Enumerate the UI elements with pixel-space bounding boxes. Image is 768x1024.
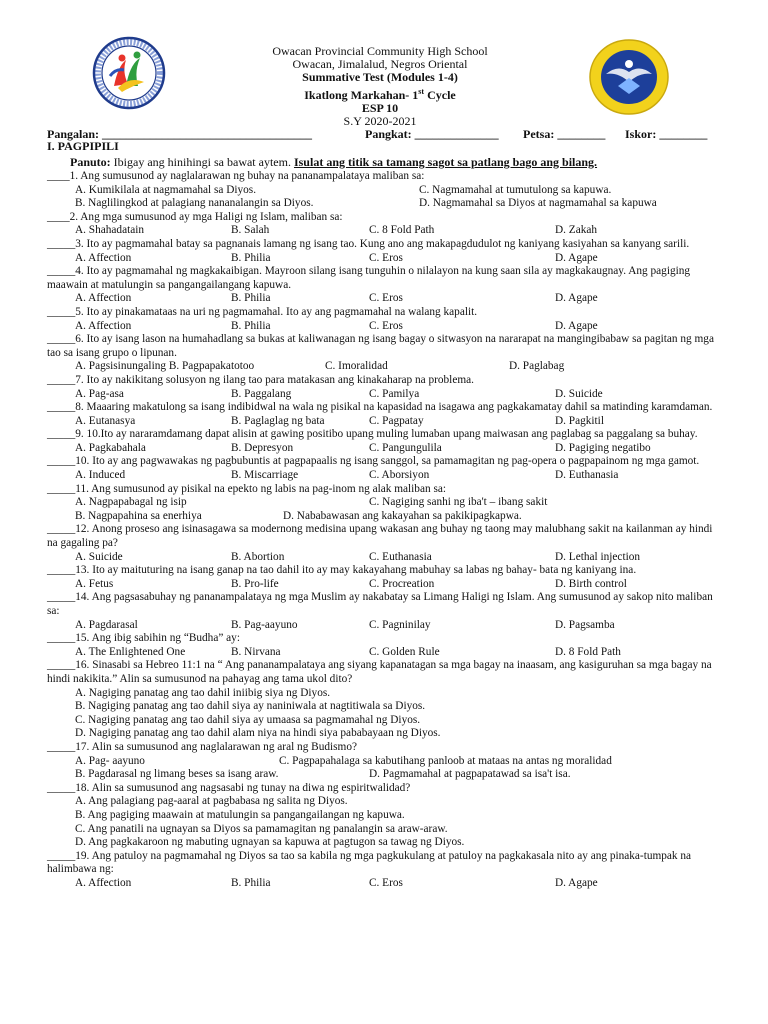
option-row	[47, 292, 719, 306]
deped-seal-logo	[92, 36, 166, 110]
answer-option: C. Eros	[369, 251, 403, 264]
instructions-text: Ibigay ang hinihingi sa bawat aytem.	[110, 155, 294, 169]
question-stem: _____13. Ito ay maituturing na isang ganap na tao dahil ito ay may kakayahang mabuhay sa labas ng bahay- bata ng kaniyang ina.	[47, 564, 637, 577]
answer-option: D. Pagkitil	[555, 414, 604, 427]
iskor-field[interactable]: Iskor: ________	[625, 127, 708, 141]
instructions	[70, 156, 597, 170]
answer-option: A. Affection	[75, 319, 132, 332]
answer-option: B. Pag-aayuno	[231, 618, 298, 631]
answer-option: A. Fetus	[75, 577, 114, 590]
pangkat-field[interactable]: Pangkat: ______________	[365, 127, 499, 141]
answer-option: C. Pagpapahalaga sa kabutihang panloob at mataas na antas ng moralidad	[279, 754, 612, 767]
question-stem: _____3. Ito ay pagmamahal batay sa pagnanais lamang ng isang tao. Kung ano ang makapagdudulot ng kaniyang kasiyahan sa kanyang sarili.	[47, 237, 690, 250]
answer-option: B. Ang pagiging maawain at matulungin sa pangangailangan ng kapuwa.	[75, 808, 405, 821]
answer-option: D. Birth control	[555, 577, 627, 590]
option-row	[47, 442, 719, 456]
answer-option: A. Suicide	[75, 550, 123, 563]
question-stem: _____12. Anong proseso ang isinasagawa sa modernong medisina upang wakasan ang buhay ng taong may malubhang sakit na kailanman ay hindi na gagaling pa?	[47, 523, 713, 550]
question-stem: _____15. Ang ibig sabihin ng “Budha” ay:	[47, 632, 240, 645]
option-row	[47, 755, 719, 769]
school-year: S.Y 2020-2021	[343, 114, 417, 129]
answer-option: B. Philia	[231, 251, 271, 264]
answer-option: A. Pagdarasal	[75, 618, 138, 631]
answer-option: D. Ang pagkakaroon ng mabuting ugnayan sa kapuwa at pagtugon sa tawag ng Diyos.	[75, 836, 465, 849]
answer-option: D. Agape	[555, 292, 598, 305]
option-row	[47, 388, 719, 402]
school-name: Owacan Provincial Community High School	[272, 44, 488, 58]
answer-option: A. Induced	[75, 469, 126, 482]
question-stem: _____19. Ang patuloy na pagmamahal ng Diyos sa tao sa kabila ng mga pagkukulang at patuloy na pagkakasala nito ay ang pinaka-tumpak na halimbawa ng:	[47, 849, 692, 876]
option-row	[47, 578, 719, 592]
answer-option: B. Paglaglag ng bata	[231, 414, 325, 427]
answer-option: D. Suicide	[555, 387, 603, 400]
answer-option: D. Nagmamahal sa Diyos at nagmamahal sa kapuwa	[419, 197, 657, 210]
option-row	[47, 795, 719, 809]
option-row	[47, 823, 719, 837]
answer-option: C. Eros	[369, 319, 403, 332]
instructions-label: Panuto:	[70, 155, 111, 169]
question-stem: _____4. Ito ay pagmamahal ng magkakaibigan. Mayroon silang isang tunguhin o nilalayon na kung saan sila ay magkakaugnay. Ang pagiging maawain at matulungin sa pangangailangang kapuwa.	[47, 265, 691, 291]
option-row	[47, 320, 719, 334]
answer-option: C. Imoralidad	[325, 360, 388, 373]
option-row	[47, 415, 719, 429]
option-row	[47, 469, 719, 483]
school-header	[180, 45, 580, 128]
question-stem: _____6. Ito ay isang lason na humahadlang sa bukas at kaliwanagan ng isang bagay o sitwasyon na nararapat na mangingibabaw sa pagitan ng mga tao sa isang grupo o lipunan.	[47, 333, 714, 359]
answer-option: C. Pagninilay	[369, 618, 431, 631]
question-stem: _____17. Alin sa sumusunod ang naglalarawan ng aral ng Budismo?	[47, 740, 357, 753]
answer-option: B. Paggalang	[231, 387, 292, 400]
answer-option: A. Pag- aayuno	[75, 754, 145, 767]
option-row	[47, 510, 719, 524]
question-stem: ____1. Ang sumusunod ay naglalarawan ng buhay na pananampalataya maliban sa:	[47, 170, 425, 182]
answer-option: C. Nagmamahal at tumutulong sa kapuwa.	[419, 183, 612, 196]
option-row	[47, 619, 719, 633]
answer-option: C. Nagiging sanhi ng iba't – ibang sakit	[369, 496, 548, 509]
answer-option: B. Nirvana	[231, 645, 281, 658]
answer-option: D. Nababawasan ang kakayahan sa pakikipagkapwa.	[283, 509, 522, 522]
question-stem: ____2. Ang mga sumusunod ay mga Haligi ng Islam, maliban sa:	[47, 210, 343, 223]
option-row	[47, 496, 719, 510]
answer-option: D. Pagsamba	[555, 618, 615, 631]
option-row	[47, 551, 719, 565]
petsa-field[interactable]: Petsa: ________	[523, 127, 606, 141]
answer-option: B. Pro-life	[231, 577, 279, 590]
option-row	[47, 836, 719, 850]
option-row	[47, 877, 719, 891]
answer-option: A. Affection	[75, 876, 132, 889]
question-stem: _____14. Ang pagsasabuhay ng pananampalataya ng mga Muslim ay nakabatay sa Limang Haligi ng Islam. Ang sumusunod ay sakop nito maliban sa:	[47, 591, 713, 617]
pangalan-field[interactable]: Pangalan: ___________________________________	[47, 127, 313, 141]
answer-option: A. Nagiging panatag ang tao dahil iniibig siya ng Diyos.	[75, 686, 331, 699]
answer-option: B. Nagiging panatag ang tao dahil siya ay naniniwala at nagtitiwala sa Diyos.	[75, 700, 426, 713]
answer-option: B. Salah	[231, 224, 270, 237]
answer-option: D. Agape	[555, 251, 598, 264]
answer-option: C. Pangungulila	[369, 441, 442, 454]
answer-option: C. Eros	[369, 292, 403, 305]
answer-option: A. Pagkabahala	[75, 441, 146, 454]
answer-option: B. Philia	[231, 876, 271, 889]
option-row	[47, 197, 719, 211]
option-row	[47, 252, 719, 266]
answer-option: D. Agape	[555, 876, 598, 889]
answer-option: A. Eutanasya	[75, 414, 136, 427]
answer-option: D. Pagmamahal at pagpapatawad sa isa't isa.	[369, 768, 571, 781]
answer-option: B. Nagpapahina sa enerhiya	[75, 509, 202, 522]
answer-option: D. Pagiging negatibo	[555, 441, 651, 454]
option-row	[47, 646, 719, 660]
option-row	[47, 714, 719, 728]
school-seal-logo	[588, 38, 670, 116]
option-row	[47, 687, 719, 701]
answer-option: B. Depresyon	[231, 441, 294, 454]
answer-option: D. 8 Fold Path	[555, 645, 621, 658]
answer-option: A. The Enlightened One	[75, 645, 186, 658]
answer-option: B. Miscarriage	[231, 469, 299, 482]
question-stem: _____11. Ang sumusunod ay pisikal na epekto ng labis na pag-inom ng alak maliban sa:	[47, 482, 446, 495]
option-row	[47, 727, 719, 741]
question-stem: _____10. Ito ay ang pagwawakas ng pagbubuntis at pagpapaalis ng isang sanggol, sa pamamagitan ng pag-opera o pagpapainom ng mga gamot.	[47, 455, 700, 468]
section-heading: I. PAGPIPILI	[47, 139, 119, 153]
answer-option: C. Nagiging panatag ang tao dahil siya ay umaasa sa pagmamahal ng Diyos.	[75, 713, 421, 726]
option-row	[47, 809, 719, 823]
answer-option: A. Pagsisinungaling B. Pagpapakatotoo	[75, 360, 255, 373]
question-stem: _____5. Ito ay pinakamataas na uri ng pagmamahal. Ito ay ang pagmamahal na walang kapalit.	[47, 305, 478, 318]
subject-title: ESP 10	[361, 100, 399, 115]
answer-option: A. Kumikilala at nagmamahal sa Diyos.	[75, 183, 257, 196]
answer-option: D. Paglabag	[509, 360, 565, 373]
answer-option: A. Shahadatain	[75, 224, 145, 237]
option-row	[47, 224, 719, 238]
answer-option: C. Ang panatili na ugnayan sa Diyos sa pamamagitan ng panalangin sa araw-araw.	[75, 822, 448, 835]
answer-option: A. Affection	[75, 292, 132, 305]
question-stem: _____18. Alin sa sumusunod ang nagsasabi ng tunay na diwa ng espiritwalidad?	[47, 781, 411, 794]
answer-option: D. Lethal injection	[555, 550, 641, 563]
answer-option: C. Procreation	[369, 577, 435, 590]
answer-option: C. Pagpatay	[369, 414, 424, 427]
answer-option: D. Nagiging panatag ang tao dahil alam niya na hindi siya pababayaan ng Diyos.	[75, 727, 441, 740]
answer-option: C. Euthanasia	[369, 550, 432, 563]
option-row	[47, 360, 719, 374]
answer-option: B. Pagdarasal ng limang beses sa isang araw.	[75, 768, 279, 781]
option-row	[47, 700, 719, 714]
question-stem: _____9. 10.Ito ay nararamdamang dapat alisin at gawing positibo upang muling lumaban upang maiwasan ang paglabag sa paggalang sa buhay.	[47, 428, 698, 441]
answer-option: C. Aborsiyon	[369, 469, 430, 482]
answer-option: D. Euthanasia	[555, 469, 619, 482]
question-stem: _____7. Ito ay nakikitang solusyon ng ilang tao para matakasan ang kinakaharap na problema.	[47, 373, 474, 386]
answer-option: A. Affection	[75, 251, 132, 264]
question-stem: _____16. Sinasabi sa Hebreo 11:1 na “ Ang pananampalataya ang siyang kapanatagan sa mga bagay na inaasam, ang kasiguruhan sa mga bagay na hindi nakikita.” Alin sa sumusunod na pahayag ang tama ukol dito?	[47, 659, 712, 685]
question-list	[47, 170, 719, 890]
answer-option: B. Philia	[231, 292, 271, 305]
answer-option: A. Ang palagiang pag-aaral at pagbabasa ng salita ng Diyos.	[75, 795, 348, 808]
answer-option: B. Abortion	[231, 550, 285, 563]
answer-option: C. Golden Rule	[369, 645, 440, 658]
answer-option: C. 8 Fold Path	[369, 224, 435, 237]
option-row	[47, 768, 719, 782]
answer-option: A. Nagpapabagal ng isip	[75, 496, 187, 509]
answer-option: A. Pag-asa	[75, 387, 124, 400]
answer-option: B. Naglilingkod at palagiang nananalangin sa Diyos.	[75, 197, 314, 210]
answer-option: B. Philia	[231, 319, 271, 332]
answer-option: C. Eros	[369, 876, 403, 889]
instructions-emphasis: Isulat ang titik sa tamang sagot sa patlang bago ang bilang.	[293, 155, 598, 169]
option-row	[47, 184, 719, 198]
answer-option: C. Pamilya	[369, 387, 420, 400]
question-stem: _____8. Maaaring makatulong sa isang indibidwal na wala ng pisikal na kapasidad na isagawa ang pagkakamatay dahil sa matinding karamdaman.	[47, 401, 713, 414]
answer-option: D. Zakah	[555, 224, 598, 237]
school-address: Owacan, Jimalalud, Negros Oriental	[292, 57, 468, 72]
answer-option: D. Agape	[555, 319, 598, 332]
quarter-title: Ikatlong Markahan- 1st Cycle	[304, 86, 456, 102]
test-title: Summative Test (Modules 1-4)	[302, 70, 458, 85]
